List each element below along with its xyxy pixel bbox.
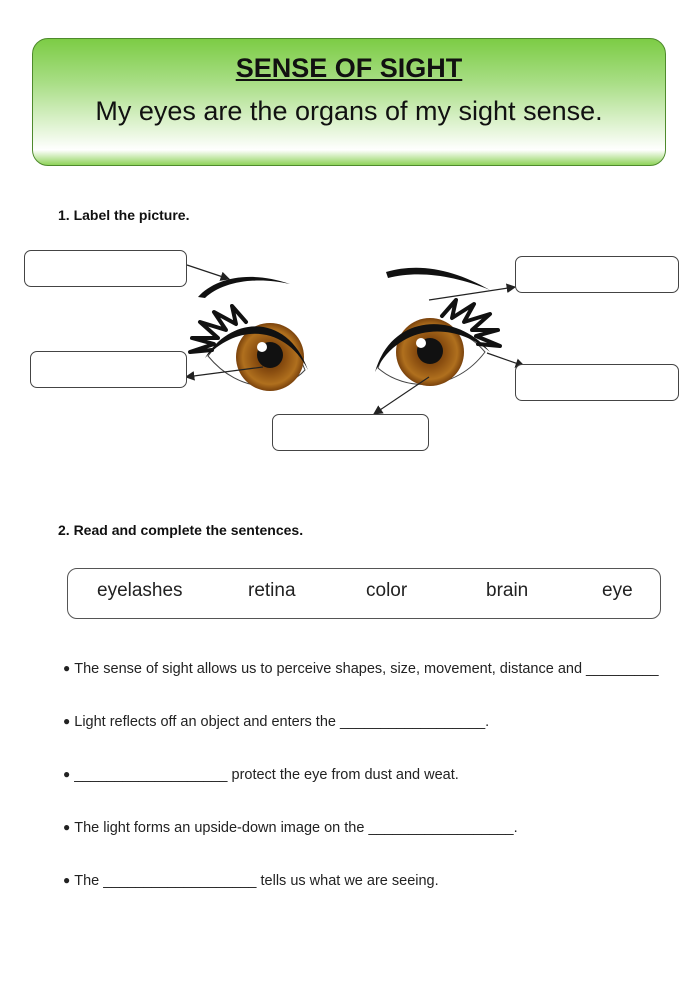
sentence-text[interactable]: The ___________________ tells us what we are seeing. [74,873,439,889]
title-banner [32,38,666,166]
word-bank-item[interactable]: eyelashes [97,580,183,601]
word-bank-item[interactable]: color [366,580,408,601]
right-eye [375,300,500,386]
sentence-text[interactable]: The light forms an upside-down image on the __________________. [74,820,518,836]
right-eyebrow [386,268,490,290]
label-box-5[interactable] [272,414,429,451]
arrow-pupil-bottom [374,377,429,414]
sentence-4: ● The light forms an upside-down image on the __________________. [63,820,518,836]
sentence-text[interactable]: The sense of sight allows us to perceive shapes, size, movement, distance and _________ [74,661,659,677]
word-bank [67,568,661,619]
sentence-5: ● The ___________________ tells us what we are seeing. [63,873,439,889]
label-box-2[interactable] [30,351,187,388]
word-bank-item[interactable]: retina [248,580,296,601]
arrow-eyebrow-right [429,287,515,300]
arrow-eyebrow-left [187,265,229,279]
label-box-1[interactable] [24,250,187,287]
label-box-4[interactable] [515,364,679,401]
left-eye [190,306,308,391]
sentence-2: ● Light reflects off an object and enters the __________________. [63,714,490,730]
sentence-text[interactable]: Light reflects off an object and enters the __________________. [74,714,490,730]
word-bank-item[interactable]: brain [486,580,529,601]
sentence-text[interactable]: ___________________ protect the eye from dust and weat. [74,767,459,783]
sentence-3: ● ___________________ protect the eye from dust and weat. [63,767,459,783]
sentence-1: ● The sense of sight allows us to perceive shapes, size, movement, distance and _________ [63,661,659,677]
page-subtitle: My eyes are the organs of my sight sense. [95,96,603,126]
word-bank-item[interactable]: eye [602,580,633,601]
left-eyebrow [198,277,290,298]
page-title: SENSE OF SIGHT [235,53,463,83]
section-2-heading: 2. Read and complete the sentences. [58,522,304,538]
label-box-3[interactable] [515,256,679,293]
section-1-heading: 1. Label the picture. [58,207,190,223]
